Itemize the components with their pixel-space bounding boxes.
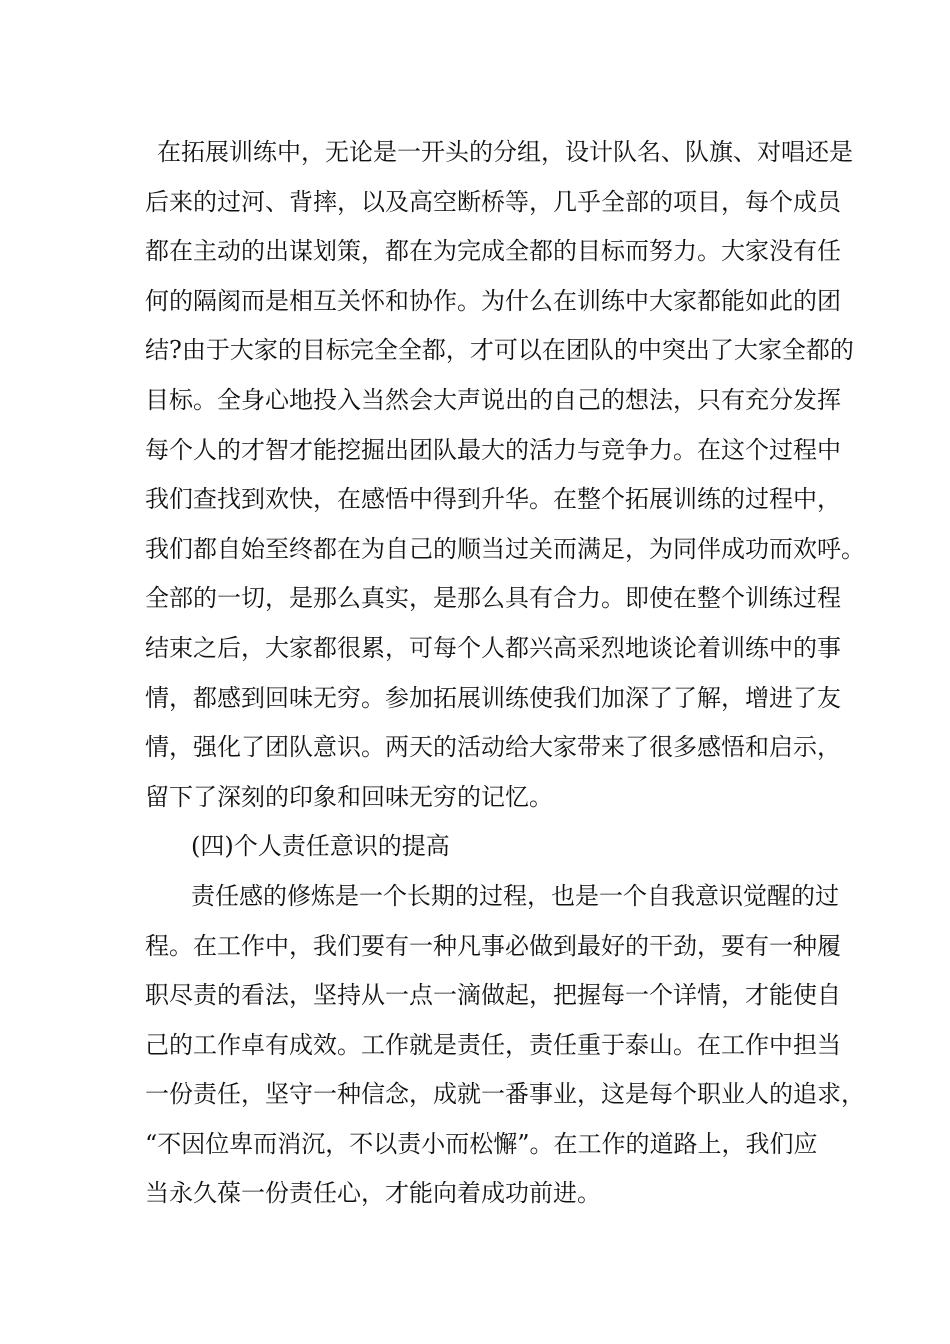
- paragraph-line: 职尽责的看法，坚持从一点一滴做起，把握每一个详情，才能使自: [145, 981, 841, 1010]
- paragraph-line: 结束之后，大家都很累，可每个人都兴高采烈地谈论着训练中的事: [145, 633, 841, 662]
- paragraph-line: 情，都感到回味无穷。参加拓展训练使我们加深了了解，增进了友: [145, 683, 841, 712]
- paragraph-line: 一份责任，坚守一种信念，成就一番事业，这是每个职业人的追求，: [145, 1080, 865, 1109]
- paragraph-line: 何的隔阂而是相互关怀和协作。为什么在训练中大家都能如此的团: [145, 286, 841, 315]
- paragraph-line: 情，强化了团队意识。两天的活动给大家带来了很多感悟和启示，: [145, 733, 841, 762]
- paragraph-line: 结?由于大家的目标完全全都，才可以在团队的中突出了大家全都的: [145, 336, 854, 365]
- document-body: [145, 128, 865, 1219]
- paragraph-line: 我们查找到欢快，在感悟中得到升华。在整个拓展训练的过程中，: [145, 485, 841, 514]
- paragraph-line: 我们都自始至终都在为自己的顺当过关而满足，为同伴成功而欢呼。: [145, 534, 865, 563]
- paragraph-line: 己的工作卓有成效。工作就是责任，责任重于泰山。在工作中担当: [145, 1030, 841, 1059]
- paragraph-line: 全部的一切，是那么真实，是那么具有合力。即使在整个训练过程: [145, 584, 841, 613]
- paragraph-line: 都在主动的出谋划策，都在为完成全都的目标而努力。大家没有任: [145, 237, 841, 266]
- paragraph-line: 留下了深刻的印象和回味无穷的记忆。: [145, 782, 553, 811]
- paragraph-line: “不因位卑而消沉，不以责小而松懈”。在工作的道路上，我们应: [145, 1129, 818, 1158]
- paragraph-line: 每个人的才智才能挖掘出团队最大的活力与竞争力。在这个过程中: [145, 435, 841, 464]
- paragraph-teamwork: [145, 128, 865, 822]
- paragraph-line: 程。在工作中，我们要有一种凡事必做到最好的干劲，要有一种履: [145, 931, 841, 960]
- paragraph-line: 后来的过河、背摔，以及高空断桥等，几乎全部的项目，每个成员: [145, 187, 841, 216]
- paragraph-line: 在拓展训练中，无论是一开头的分组，设计队名、队旗、对唱还是: [157, 138, 853, 166]
- paragraph-line: 责任感的修炼是一个长期的过程，也是一个自我意识觉醒的过: [191, 881, 839, 910]
- paragraph-line: 当永久葆一份责任心，才能向着成功前进。: [145, 1179, 601, 1208]
- paragraph-responsibility: [145, 872, 865, 1219]
- paragraph-line: 目标。全身心地投入当然会大声说出的自己的想法，只有充分发挥: [145, 385, 841, 414]
- section-heading: (四)个人责任意识的提高: [191, 832, 450, 861]
